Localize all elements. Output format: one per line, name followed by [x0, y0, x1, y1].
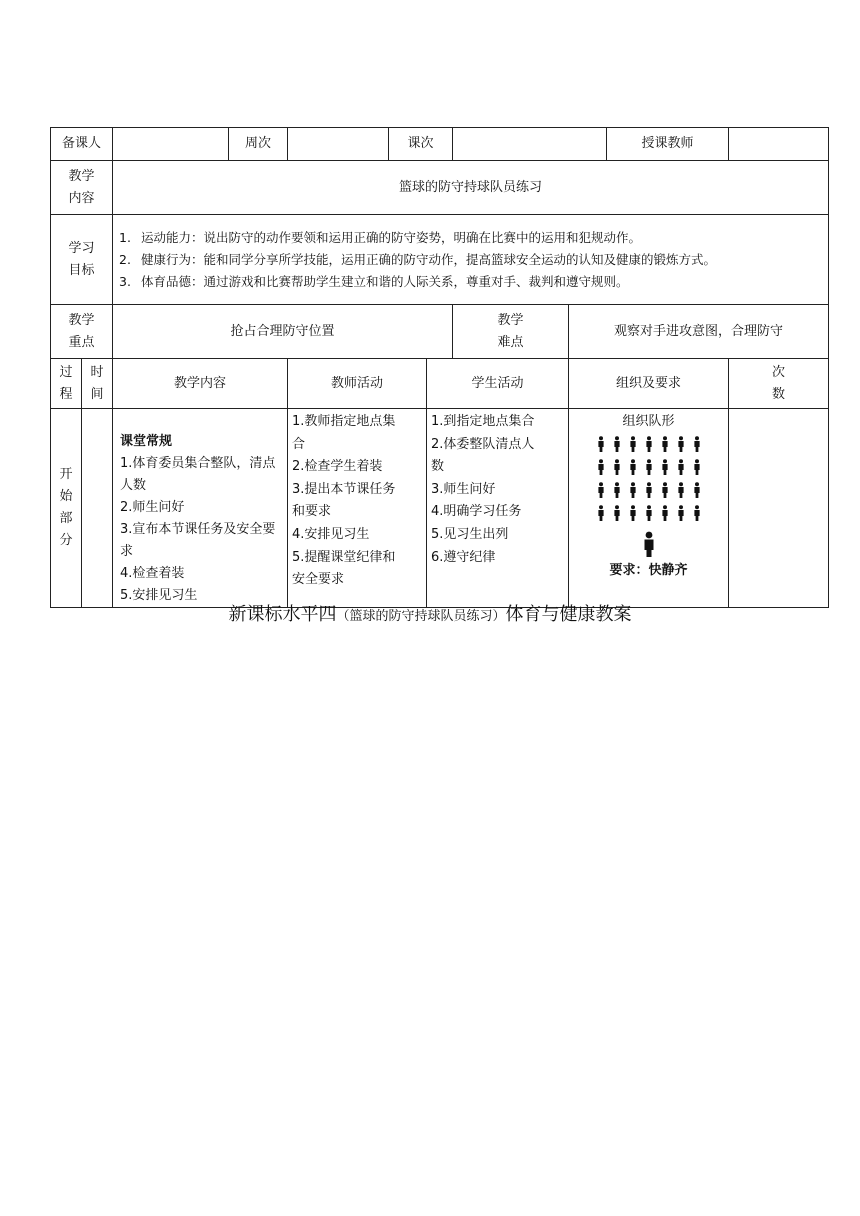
student-activity-line: 4.明确学习任务	[431, 504, 522, 520]
objectives-row	[51, 215, 829, 305]
content-label-line1: 教学	[68, 168, 95, 184]
formation-row	[569, 433, 728, 456]
start-content-cell	[113, 409, 288, 608]
student-figure-icon	[661, 482, 669, 498]
week-value[interactable]	[288, 128, 389, 161]
student-figure-icon	[677, 482, 685, 498]
formation-row	[569, 479, 728, 502]
student-figure-icon	[677, 505, 685, 521]
objective-item: 1. 运动能力：说出防守的动作要领和运用正确的防守姿势，明确在比赛中的运用和犯规动作。	[119, 229, 642, 245]
student-activity-line: 3.师生问好	[431, 481, 496, 497]
column-header-row	[51, 359, 829, 409]
caption-prefix: 新课标水平四	[228, 604, 337, 625]
difficulty-label-line2: 难点	[497, 334, 524, 350]
content-item: 5.安排见习生	[120, 588, 198, 603]
instructor-label: 授课教师	[607, 128, 729, 161]
student-figure-icon	[677, 459, 685, 475]
content-item: 2.师生问好	[120, 500, 185, 515]
start-organization-cell	[569, 409, 729, 608]
content-item: 4.检查着装	[120, 566, 185, 581]
header-row	[51, 128, 829, 161]
class-routine-heading: 课堂常规	[120, 434, 173, 449]
content-item: 3.宣布本节课任务及安全要求	[120, 522, 276, 559]
preparer-value[interactable]	[113, 128, 229, 161]
objectives-label-line1: 学习	[68, 240, 95, 256]
student-figure-icon	[613, 505, 621, 521]
teacher-figure-icon	[569, 531, 728, 557]
student-figure-icon	[597, 459, 605, 475]
start-section-row	[51, 409, 829, 608]
document-caption	[0, 600, 860, 626]
student-figure-icon	[661, 459, 669, 475]
student-figure-icon	[693, 505, 701, 521]
col-teacher-activity: 教师活动	[288, 359, 427, 409]
start-teacher-activity-cell	[288, 409, 427, 608]
col-process: 过 程	[51, 359, 82, 409]
teacher-activity-line: 1.教师指定地点集	[292, 414, 396, 429]
col-organization: 组织及要求	[569, 359, 729, 409]
key-points-label-line2: 重点	[68, 334, 95, 350]
teacher-activity-line: 安全要求	[292, 572, 345, 588]
col-student-activity: 学生活动	[427, 359, 569, 409]
student-figure-icon	[597, 436, 605, 452]
student-figure-icon	[645, 505, 653, 521]
teacher-activity-line: 4.安排见习生	[292, 526, 370, 542]
content-value: 篮球的防守持球队员练习	[113, 161, 829, 215]
preparer-label: 备课人	[51, 128, 113, 161]
start-student-activity-cell	[427, 409, 569, 608]
student-figure-icon	[597, 505, 605, 521]
student-figure-icon	[613, 436, 621, 452]
col-count: 次 数	[729, 359, 829, 409]
objectives-list	[113, 221, 828, 299]
content-label-line2: 内容	[68, 190, 95, 206]
key-points-row	[51, 305, 829, 359]
student-figure-icon	[629, 459, 637, 475]
content-item: 1.体育委员集合整队，清点人数	[120, 456, 276, 493]
formation-row	[569, 502, 728, 525]
student-activity-line: 2.体委整队清点人	[431, 436, 535, 452]
week-label: 周次	[229, 128, 288, 161]
teacher-activity-line: 3.提出本节课任务	[292, 481, 396, 497]
objective-item: 2. 健康行为：能和同学分享所学技能，运用正确的防守动作，提高篮球安全运动的认知及健康的锻炼方式。	[119, 251, 717, 267]
formation-diagram	[569, 409, 728, 581]
teacher-activity-line: 和要求	[292, 504, 332, 520]
instructor-value[interactable]	[729, 128, 829, 161]
content-row	[51, 161, 829, 215]
student-figure-icon	[629, 436, 637, 452]
lesson-plan-table	[50, 127, 829, 608]
lesson-number-value[interactable]	[453, 128, 607, 161]
lesson-number-label: 课次	[389, 128, 453, 161]
student-activity-line: 6.遵守纪律	[431, 549, 496, 565]
key-points-label	[51, 305, 113, 359]
key-points-label-line1: 教学	[68, 312, 95, 328]
student-figure-icon	[645, 436, 653, 452]
student-activity-line: 数	[431, 459, 445, 475]
start-process-cell: 开 始 部 分	[51, 409, 82, 608]
objectives-list-cell	[113, 215, 829, 305]
student-figure-icon	[629, 505, 637, 521]
difficulty-label-line1: 教学	[497, 312, 524, 328]
student-figure-icon	[629, 482, 637, 498]
student-figure-icon	[645, 459, 653, 475]
student-figure-icon	[693, 459, 701, 475]
student-figure-icon	[693, 436, 701, 452]
start-time-cell	[82, 409, 113, 608]
col-content: 教学内容	[113, 359, 288, 409]
formation-requirement: 要求：快静齐	[609, 563, 688, 578]
objectives-label-line2: 目标	[68, 262, 95, 278]
start-count-cell	[729, 409, 829, 608]
teacher-activity-line: 5.提醒课堂纪律和	[292, 549, 396, 565]
content-label	[51, 161, 113, 215]
student-figure-icon	[613, 459, 621, 475]
student-figure-icon	[693, 482, 701, 498]
student-activity-line: 1.到指定地点集合	[431, 414, 535, 429]
student-figure-icon	[661, 436, 669, 452]
formation-student-rows	[569, 433, 728, 525]
student-figure-icon	[677, 436, 685, 452]
student-figure-icon	[661, 505, 669, 521]
student-activity-line: 5.见习生出列	[431, 526, 509, 542]
objective-item: 3. 体育品德：通过游戏和比赛帮助学生建立和谐的人际关系，尊重对手、裁判和遵守规则。	[119, 273, 629, 289]
caption-suffix: 体育与健康教案	[505, 604, 632, 625]
caption-lesson-title: （篮球的防守持球队员练习）	[336, 609, 506, 624]
key-points-value: 抢占合理防守位置	[113, 305, 453, 359]
objectives-label	[51, 215, 113, 305]
student-figure-icon	[597, 482, 605, 498]
student-figure-icon	[645, 482, 653, 498]
teacher-activity-line: 2.检查学生着装	[292, 459, 383, 475]
difficulty-label	[453, 305, 569, 359]
formation-row	[569, 456, 728, 479]
teacher-activity-line: 合	[292, 436, 306, 452]
student-figure-icon	[613, 482, 621, 498]
difficulty-value: 观察对手进攻意图，合理防守	[569, 305, 829, 359]
formation-title: 组织队形	[622, 414, 675, 429]
col-time: 时 间	[82, 359, 113, 409]
